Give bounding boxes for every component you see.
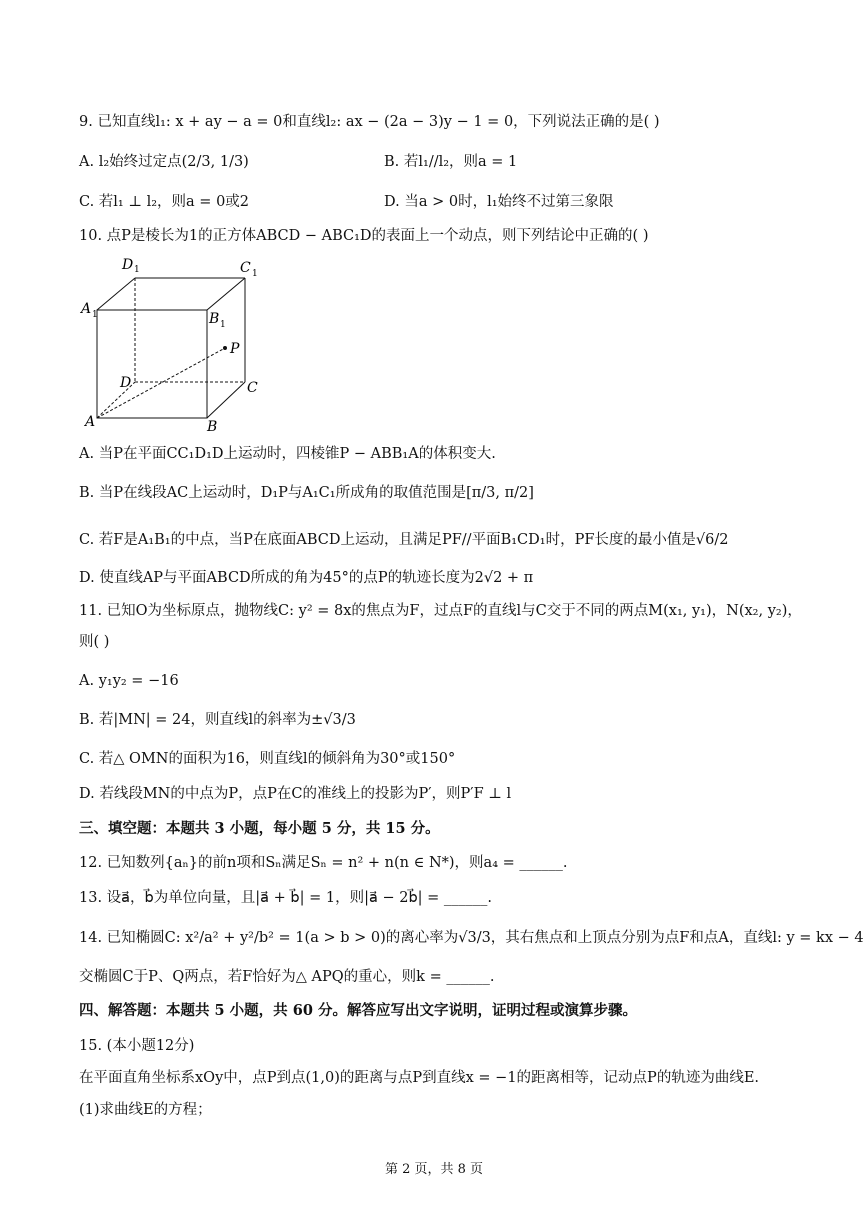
q11-option-d: D. 若线段MN的中点为P，点P在C的准线上的投影为P′，则P′F ⊥ l <box>79 786 512 802</box>
q11-option-c: C. 若△ OMN的面积为16，则直线l的倾斜角为30°或150° <box>79 751 456 767</box>
label-b1: B <box>209 311 220 327</box>
q14-line-2: 交椭圆C于P、Q两点，若F恰好为△ APQ的重心，则k = ______. <box>79 969 495 985</box>
cube-figure <box>74 255 264 435</box>
q15-part-1: (1)求曲线E的方程； <box>79 1102 212 1118</box>
q12: 12. 已知数列{aₙ}的前n项和Sₙ满足Sₙ = n² + n(n ∈ N*)，则a₄ = ______. <box>79 855 568 871</box>
q11-option-b: B. 若|MN| = 24，则直线l的斜率为±√3/3 <box>79 712 356 728</box>
q11-stem-2: 则( ) <box>79 634 110 650</box>
q14-line-1: 14. 已知椭圆C: x²/a² + y²/b² = 1(a > b > 0)的离心率为√3/3，其右焦点和上顶点分别为点F和点A，直线l: y = kx − 4 <box>79 930 864 946</box>
label-a1: A <box>81 301 92 317</box>
q10-stem: 10. 点P是棱长为1的正方体ABCD − ABC₁D的表面上一个动点，则下列结论中正确的( ) <box>79 228 649 244</box>
label-c1-sub: 1 <box>252 269 258 279</box>
q13: 13. 设a⃗，b⃗为单位向量，且|a⃗ + b⃗| = 1，则|a⃗ − 2b⃗| = ______. <box>79 890 493 906</box>
label-d1: D <box>122 257 134 273</box>
q9-option-c: C. 若l₁ ⊥ l₂，则a = 0或2 <box>79 194 250 210</box>
q11-option-a: A. y₁y₂ = −16 <box>79 673 179 689</box>
label-b: B <box>207 419 218 435</box>
q10-option-a: A. 当P在平面CC₁D₁D上运动时，四棱锥P − ABB₁A的体积变大. <box>79 446 496 462</box>
label-d: D <box>120 375 132 391</box>
page-footer: 第 2 页，共 8 页 <box>384 1162 484 1177</box>
section-4-heading: 四、解答题：本题共 5 小题，共 60 分。解答应写出文字说明，证明过程或演算步骤。 <box>79 1002 637 1019</box>
q10-option-d: D. 使直线AP与平面ABCD所成的角为45°的点P的轨迹长度为2√2 + π <box>79 570 534 586</box>
q10-option-b: B. 当P在线段AC上运动时，D₁P与A₁C₁所成角的取值范围是[π/3, π/2] <box>79 485 534 501</box>
q15-stem: 在平面直角坐标系xOy中，点P到点(1,0)的距离与点P到直线x = −1的距离相等，记动点P的轨迹为曲线E. <box>79 1070 760 1086</box>
label-a: A <box>85 414 96 430</box>
q11-stem: 11. 已知O为坐标原点，抛物线C: y² = 8x的焦点为F，过点F的直线l与C交于不同的两点M(x₁, y₁)，N(x₂, y₂)， <box>79 603 802 619</box>
label-a1-sub: 1 <box>92 310 98 320</box>
q9-option-d: D. 当a > 0时，l₁始终不过第三象限 <box>384 194 614 210</box>
label-b1-sub: 1 <box>220 320 226 330</box>
q9-option-b: B. 若l₁//l₂，则a = 1 <box>384 154 518 170</box>
label-c1: C <box>240 260 251 276</box>
q10-option-c: C. 若F是A₁B₁的中点，当P在底面ABCD上运动，且满足PF//平面B₁CD₁时，PF长度的最小值是√6/2 <box>79 532 729 548</box>
label-d1-sub: 1 <box>134 265 140 275</box>
q15-title: 15. (本小题12分) <box>79 1038 195 1054</box>
label-p: P <box>230 341 240 357</box>
q9-option-a: A. l₂始终过定点(2/3, 1/3) <box>79 154 249 170</box>
q9-stem: 9. 已知直线l₁: x + ay − a = 0和直线l₂: ax − (2a − 3)y − 1 = 0，下列说法正确的是( ) <box>79 114 660 130</box>
section-3-heading: 三、填空题：本题共 3 小题，每小题 5 分，共 15 分。 <box>79 820 440 837</box>
label-c: C <box>247 380 258 396</box>
